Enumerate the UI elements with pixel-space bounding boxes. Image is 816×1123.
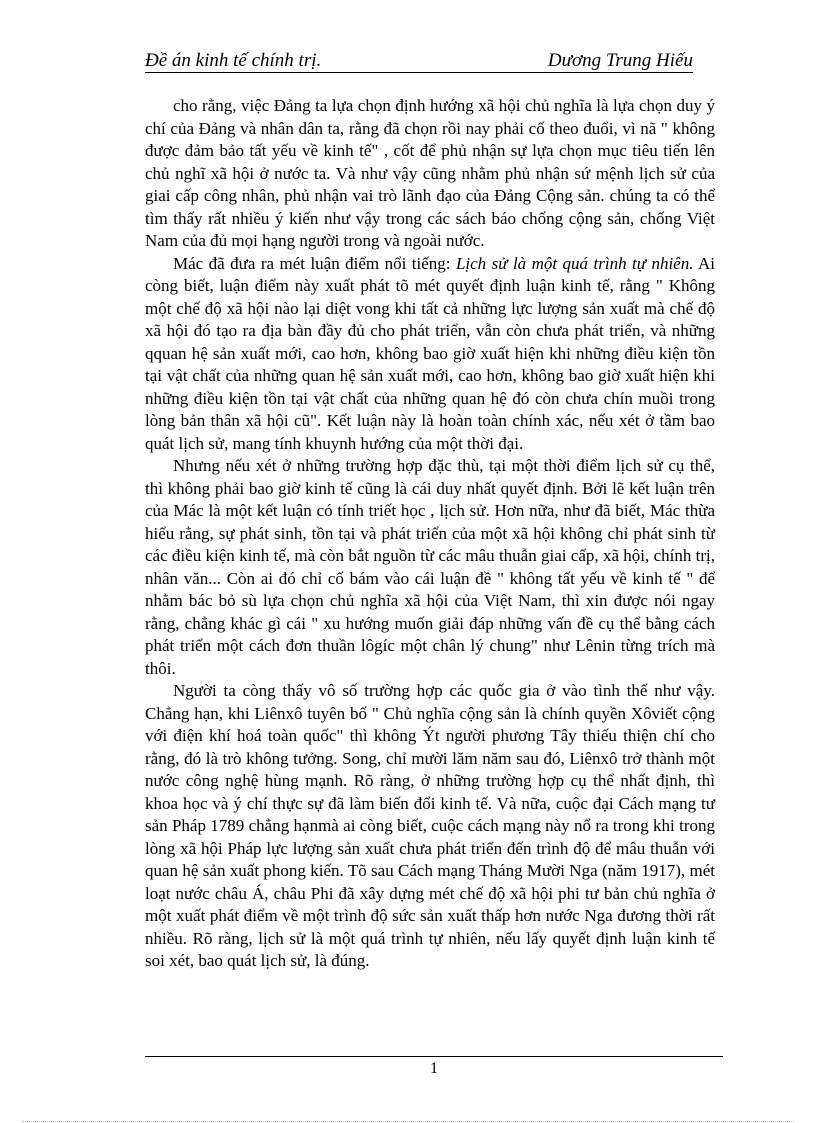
- paragraph-2: [145, 253, 715, 456]
- paragraph-text: cho rằng, việc Đảng ta lựa chọn định hướng xã hội chủ nghĩa là lựa chọn duy ý chí của Đảng và nhân dân ta, rằng đã chọn rồi nay phải cố theo đuổi, vì nã " không được đảm bảo tất yếu về kinh tế" , cốt để phủ nhận sự lựa chọn mục tiêu tiến lên chủ nghĩ xã hội ở nước ta. Và như vậy cũng nhằm phủ nhận sứ mệnh lịch sử của giai cấp công nhân, phủ nhận vai trò lãnh đạo của Đảng Cộng sản. chúng ta có thể tìm thấy rất nhiều ý kiến như vậy trong các sách báo chống cộng sản, chống Việt Nam của đủ mọi hạng người trong và ngoài nước.: [145, 96, 715, 250]
- page-header: [145, 50, 693, 73]
- paragraph-text: Ai còng biết, luận điểm này xuất phát tõ mét quyết định luận kinh tế, rằng " Không một chế độ xã hội nào lại diệt vong khi tất cả những lực lượng sản xuất mà chế độ xã hội đó tạo ra địa bàn đầy đủ cho phát triển, vẫn còn chưa phát triển, và những qquan hệ sản xuất mới, cao hơn, không bao giờ xuất hiện khi những điều kiện tồn tại vật chất của những quan hệ sản xuất mới, cao hơn, không bao giờ xuất hiện khi những điều kiện tồn tại vật chất của những quan hệ đó còn chưa chín muồi trong lòng bản thân xã hội cũ". Kết luận này là hoàn toàn chính xác, nếu xét ở tầm bao quát lịch sử, mang tính khuynh hướng của một thời đại.: [145, 253, 715, 453]
- emphasized-quote: Lịch sử là một quá trình tự nhiên.: [455, 253, 694, 273]
- footer-divider: [145, 1056, 723, 1057]
- header-title: Đề án kinh tế chính trị.: [145, 50, 322, 71]
- paragraph-4: [145, 680, 715, 973]
- paragraph-text: Người ta còng thấy vô số trường hợp các quốc gia ở vào tình thế như vậy. Chẳng hạn, khi Liênxô tuyên bố " Chủ nghĩa cộng sản là chính quyền Xôviết cộng với điện khí hoá toàn quốc" thì không Ýt người phương Tây thiếu thiện chí cho rằng, đó là trò không tưởng. Song, chỉ mười lăm năm sau đó, Liênxô trở thành một nước công nghệ hùng mạnh. Rõ ràng, ở những trường hợp cụ thể nhất định, thì khoa học và ý chí thực sự đã làm biến đổi kinh tế. Và nữa, cuộc đại Cách mạng tư sản Pháp 1789 chẳng hạnmà ai còng biết, cuộc cách mạng này nổ ra trong khi trong lòng xã hội Pháp lực lượng sản xuất chưa phát triển đến trình độ để mâu thuẫn với quan hệ sản xuất phong kiến. Tõ sau Cách mạng Tháng Mười Nga (năm 1917), mét loạt nước châu Á, châu Phi đã xây dựng mét chế độ xã hội phi tư bản chủ nghĩa ở một xuất phát điểm về một trình độ sức sản xuất thấp hơn nước Nga đương thời rất nhiều. Rõ ràng, lịch sử là một quá trình tự nhiên, nếu lấy quyết định luận kinh tế soi xét, bao quát lịch sử, là đúng.: [145, 681, 715, 970]
- paragraph-1: [145, 95, 715, 253]
- header-author: Dương Trung Hiếu: [547, 50, 693, 71]
- page-bottom-edge: [22, 1121, 794, 1122]
- paragraph-text: Nhưng nếu xét ở những trường hợp đặc thù, tại một thời điểm lịch sử cụ thể, thì không phải bao giờ kinh tế cũng là cái duy nhất quyết định. Bởi lẽ kết luận trên của Mác là một kết luận có tính triết học , lịch sử. Hơn nữa, như đã biết, Mác thừa hiểu rằng, sự phát sinh, tồn tại và phát triển của một xã hội không chỉ phát sinh từ các điều kiện kinh tế, mà còn bắt nguồn từ các mâu thuẫn giai cấp, xã hội, chính trị, nhân văn... Còn ai đó chỉ cố bám vào cái luận đề " không tất yếu về kinh tế " để nhằm bác bỏ sù lựa chọn chủ nghĩa xã hội của Việt Nam, thì xin được nói ngay rằng, chẳng khác gì cái " xu hướng muốn giải đáp những vấn đề cụ thể bằng cách phát triển một cách đơn thuần lôgíc một chân lý chung" như Lênin từng trích mà thôi.: [145, 456, 715, 678]
- page-number: 1: [430, 1060, 438, 1077]
- paragraph-text: Mác đã đưa ra mét luận điểm nổi tiếng:: [173, 253, 456, 273]
- document-body: [145, 95, 715, 973]
- paragraph-3: [145, 455, 715, 680]
